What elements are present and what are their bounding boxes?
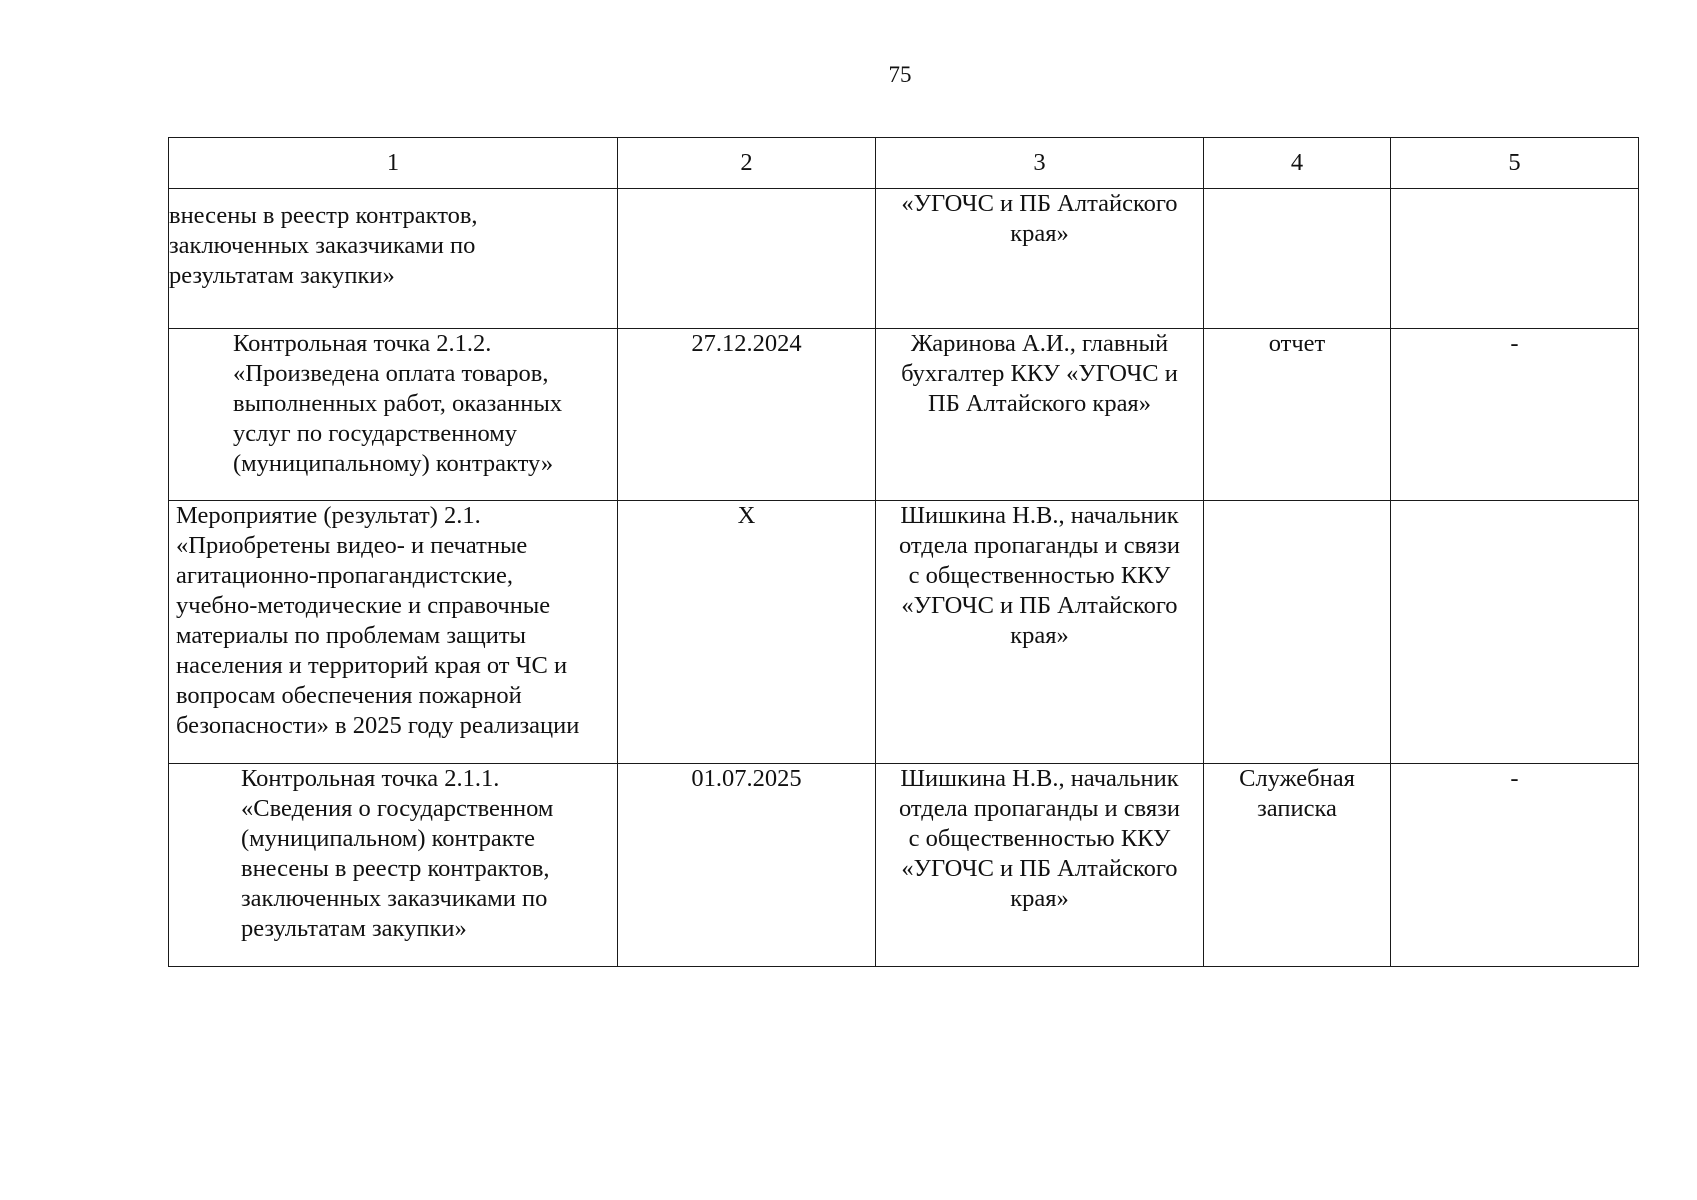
deadline-text: 01.07.2025 <box>691 765 802 792</box>
measure-name-cell <box>169 764 618 967</box>
measure-name-cell <box>169 501 618 764</box>
page-number: 75 <box>888 62 912 87</box>
col5-cell <box>1391 764 1639 967</box>
deadline-text: 27.12.2024 <box>691 330 802 357</box>
deadline-cell <box>618 329 876 501</box>
responsible-text: Шишкина Н.В., начальник отдела пропаганды и связи с общественностью ККУ «УГОЧС и ПБ Алтайского края» <box>899 502 1180 649</box>
measure-name-cell <box>169 189 618 329</box>
document-cell <box>1204 764 1391 967</box>
measure-name-text: Мероприятие (результат) 2.1. «Приобретены видео- и печатные агитационно-пропагандистские, учебно-методические и справочные материалы по проблемам защиты населения и территорий края от ЧС и вопросам обеспечения пожарной безопасности» в 2025 году реализации <box>176 502 580 739</box>
deadline-text: X <box>737 502 756 529</box>
responsible-cell <box>876 189 1204 329</box>
col5-text: - <box>1510 765 1519 792</box>
document-cell <box>1204 329 1391 501</box>
table-row <box>169 329 1639 501</box>
header-col-1: 1 <box>169 138 618 189</box>
document-text: отчет <box>1268 330 1326 357</box>
measures-table <box>168 137 1639 967</box>
table-header-row <box>169 138 1639 189</box>
col5-cell <box>1391 501 1639 764</box>
measure-name-cell <box>169 329 618 501</box>
table-row <box>169 189 1639 329</box>
document-cell <box>1204 189 1391 329</box>
responsible-cell <box>876 501 1204 764</box>
responsible-text: Шишкина Н.В., начальник отдела пропаганды и связи с общественностью ККУ «УГОЧС и ПБ Алтайского края» <box>899 765 1180 912</box>
header-col-5: 5 <box>1391 138 1639 189</box>
responsible-cell <box>876 329 1204 501</box>
measure-name-text: Контрольная точка 2.1.1. «Сведения о государственном (муниципальном) контракте внесены в реестр контрактов, заключенных заказчиками по результатам закупки» <box>241 765 554 942</box>
col5-cell <box>1391 329 1639 501</box>
document-cell <box>1204 501 1391 764</box>
responsible-text: «УГОЧС и ПБ Алтайского края» <box>901 190 1178 247</box>
measure-name-text: внесены в реестр контрактов, заключенных заказчиками по результатам закупки» <box>169 202 478 289</box>
deadline-cell <box>618 764 876 967</box>
table-row <box>169 764 1639 967</box>
measure-name-text: Контрольная точка 2.1.2. «Произведена оплата товаров, выполненных работ, оказанных услуг по государственному (муниципальному) контракту» <box>233 330 563 477</box>
col5-text: - <box>1510 330 1519 357</box>
header-col-2: 2 <box>618 138 876 189</box>
col5-cell <box>1391 189 1639 329</box>
deadline-cell <box>618 501 876 764</box>
table-row <box>169 501 1639 764</box>
deadline-cell <box>618 189 876 329</box>
document-text: Служебная записка <box>1239 765 1355 822</box>
responsible-cell <box>876 764 1204 967</box>
header-col-4: 4 <box>1204 138 1391 189</box>
responsible-text: Жаринова А.И., главный бухгалтер ККУ «УГОЧС и ПБ Алтайского края» <box>901 330 1178 417</box>
header-col-3: 3 <box>876 138 1204 189</box>
